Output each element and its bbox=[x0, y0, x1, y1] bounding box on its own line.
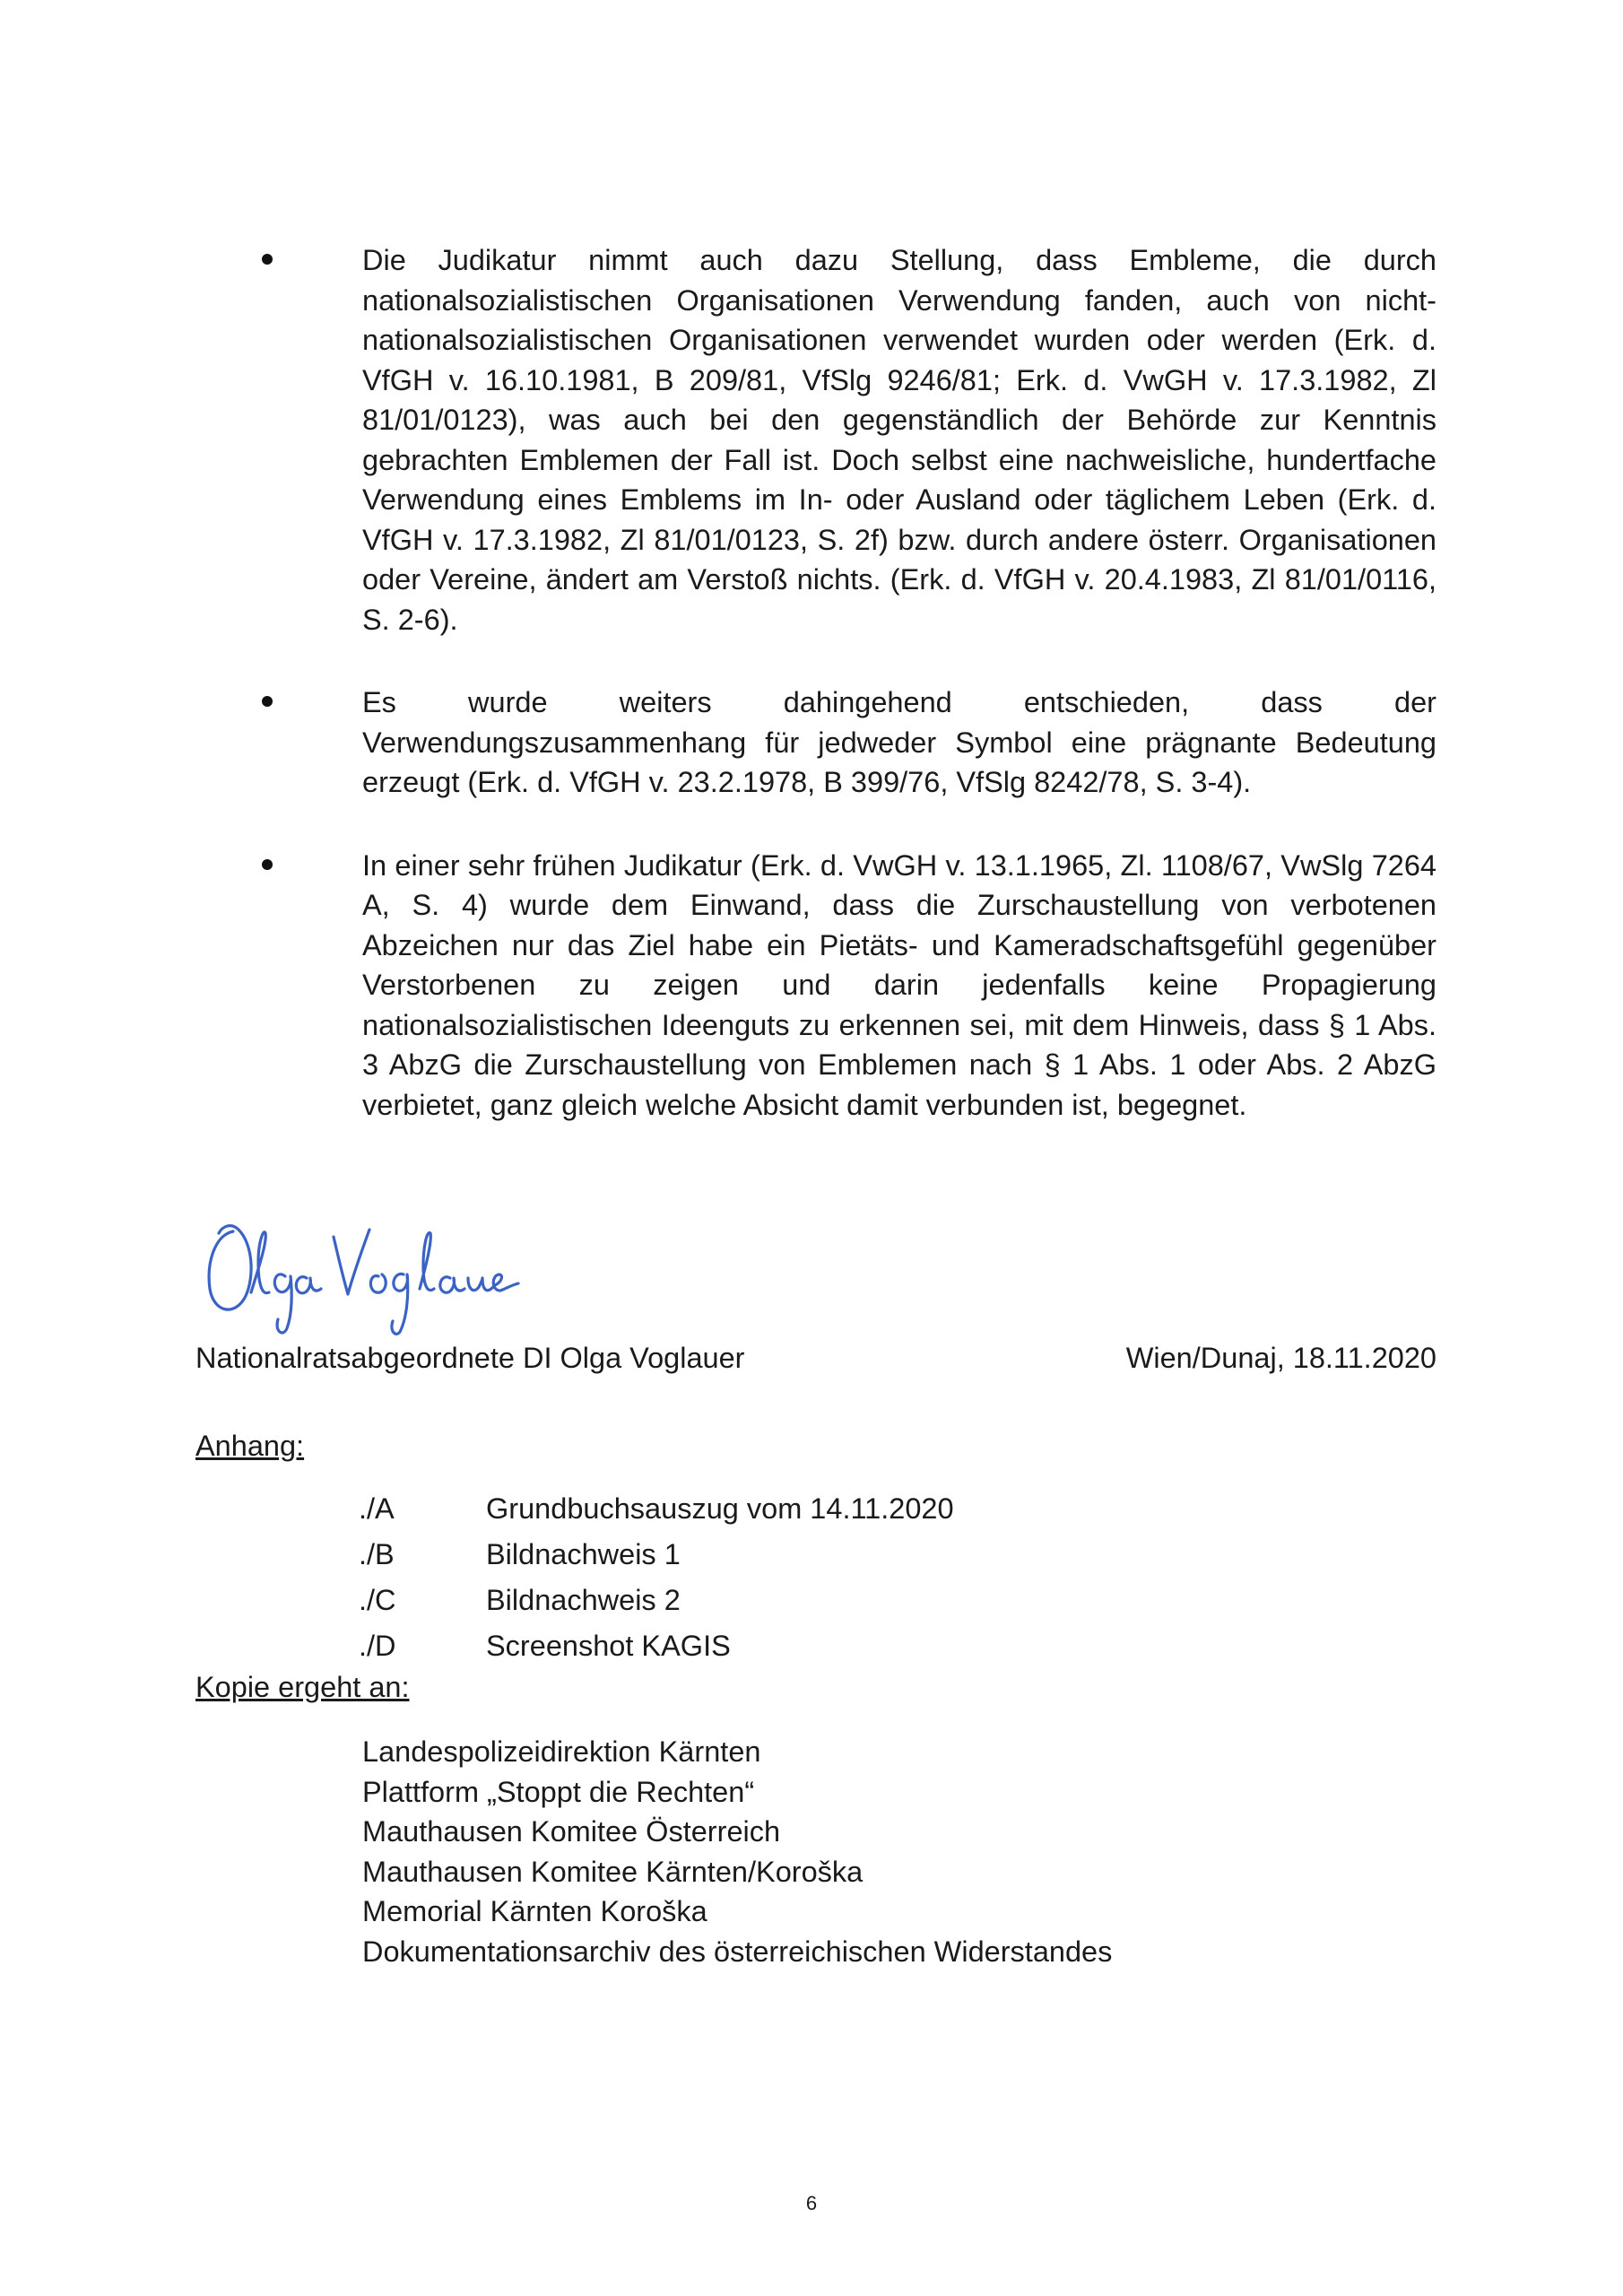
annex-heading: Anhang: bbox=[195, 1430, 305, 1462]
annex-label: Screenshot KAGIS bbox=[486, 1630, 731, 1662]
annex-label: Bildnachweis 2 bbox=[486, 1584, 681, 1616]
copy-recipient: Mauthausen Komitee Österreich bbox=[362, 1815, 781, 1848]
annex-item bbox=[359, 1486, 954, 1532]
bullet-icon bbox=[262, 859, 273, 870]
copy-recipient: Dokumentationsarchiv des österreichischen Widerstandes bbox=[362, 1935, 1113, 1968]
bullet-item bbox=[262, 683, 1436, 803]
annex-item bbox=[359, 1623, 954, 1669]
bullet-text: Es wurde weiters dahingehend entschieden, dass der Verwendungszusammenhang für jedweder Symbol eine prägnante Bedeutung erzeugt (Erk. d. VfGH v. 23.2.1978, B 399/76, VfSlg 8242/78, S. 3-4). bbox=[362, 686, 1436, 798]
annex-code: ./B bbox=[359, 1538, 395, 1570]
bullet-list bbox=[262, 240, 1436, 1168]
annex-code: ./C bbox=[359, 1584, 396, 1616]
bullet-text: In einer sehr frühen Judikatur (Erk. d. VwGH v. 13.1.1965, Zl. 1108/67, VwSlg 7264 A, S. 4) wurde dem Einwand, dass die Zurschaustellung von verbotenen Abzeichen nur das Ziel habe ein Pietäts- und Kameradschaftsgefühl gegenüber Verstorbenen zu zeigen und darin jedenfalls keine Propagierung nationalsozialistischen Ideenguts zu erkennen sei, mit dem Hinweis, dass § 1 Abs. 3 AbzG die Zurschaustellung von Emblemen nach § 1 Abs. 1 oder Abs. 2 AbzG verbietet, ganz gleich welche Absicht damit verbunden ist, begegnet. bbox=[362, 848, 1436, 1121]
annex-code: ./A bbox=[359, 1492, 395, 1525]
annex-item bbox=[359, 1532, 954, 1578]
annex-label: Grundbuchsauszug vom 14.11.2020 bbox=[486, 1492, 954, 1525]
bullet-item bbox=[262, 240, 1436, 639]
copy-recipient: Memorial Kärnten Koroška bbox=[362, 1895, 707, 1927]
annex-list bbox=[359, 1486, 954, 1669]
annex-code: ./D bbox=[359, 1630, 396, 1662]
annex-item bbox=[359, 1578, 954, 1623]
copy-recipient: Landespolizeidirektion Kärnten bbox=[362, 1735, 761, 1768]
copy-recipient: Mauthausen Komitee Kärnten/Koroška bbox=[362, 1855, 864, 1888]
place-date: Wien/Dunaj, 18.11.2020 bbox=[1125, 1342, 1436, 1374]
bullet-text: Die Judikatur nimmt auch dazu Stellung, dass Embleme, die durch nationalsozialistischen Organisationen Verwendung fanden, auch von nicht-nationalsozialistischen Organisationen verwendet wurden oder werden (Erk. d. VfGH v. 16.10.1981, B 209/81, VfSlg 9246/81; Erk. d. VwGH v. 17.3.1982, Zl 81/01/0123), was auch bei den gegenständlich der Behörde zur Kenntnis gebrachten Emblemen der Fall ist. Doch selbst eine nachweisliche, hundertfache Verwendung eines Emblems im In- oder Ausland oder täglichem Leben (Erk. d. VfGH v. 17.3.1982, Zl 81/01/0123, S. 2f) bzw. durch andere österr. Organisationen oder Vereine, ändert am Verstoß nichts. (Erk. d. VfGH v. 20.4.1983, Zl 81/01/0116, S. 2-6). bbox=[362, 244, 1436, 636]
bullet-item bbox=[262, 846, 1436, 1126]
bullet-icon bbox=[262, 696, 273, 707]
copy-heading: Kopie ergeht an: bbox=[195, 1671, 410, 1703]
signer-name: Nationalratsabgeordnete DI Olga Voglauer bbox=[195, 1342, 745, 1374]
copy-recipient: Plattform „Stoppt die Rechten“ bbox=[362, 1775, 755, 1808]
copy-list bbox=[362, 1732, 1112, 1971]
bullet-icon bbox=[262, 254, 273, 265]
annex-label: Bildnachweis 1 bbox=[486, 1538, 681, 1570]
page-number: 6 bbox=[805, 2192, 818, 2214]
handwritten-signature bbox=[199, 1206, 522, 1341]
